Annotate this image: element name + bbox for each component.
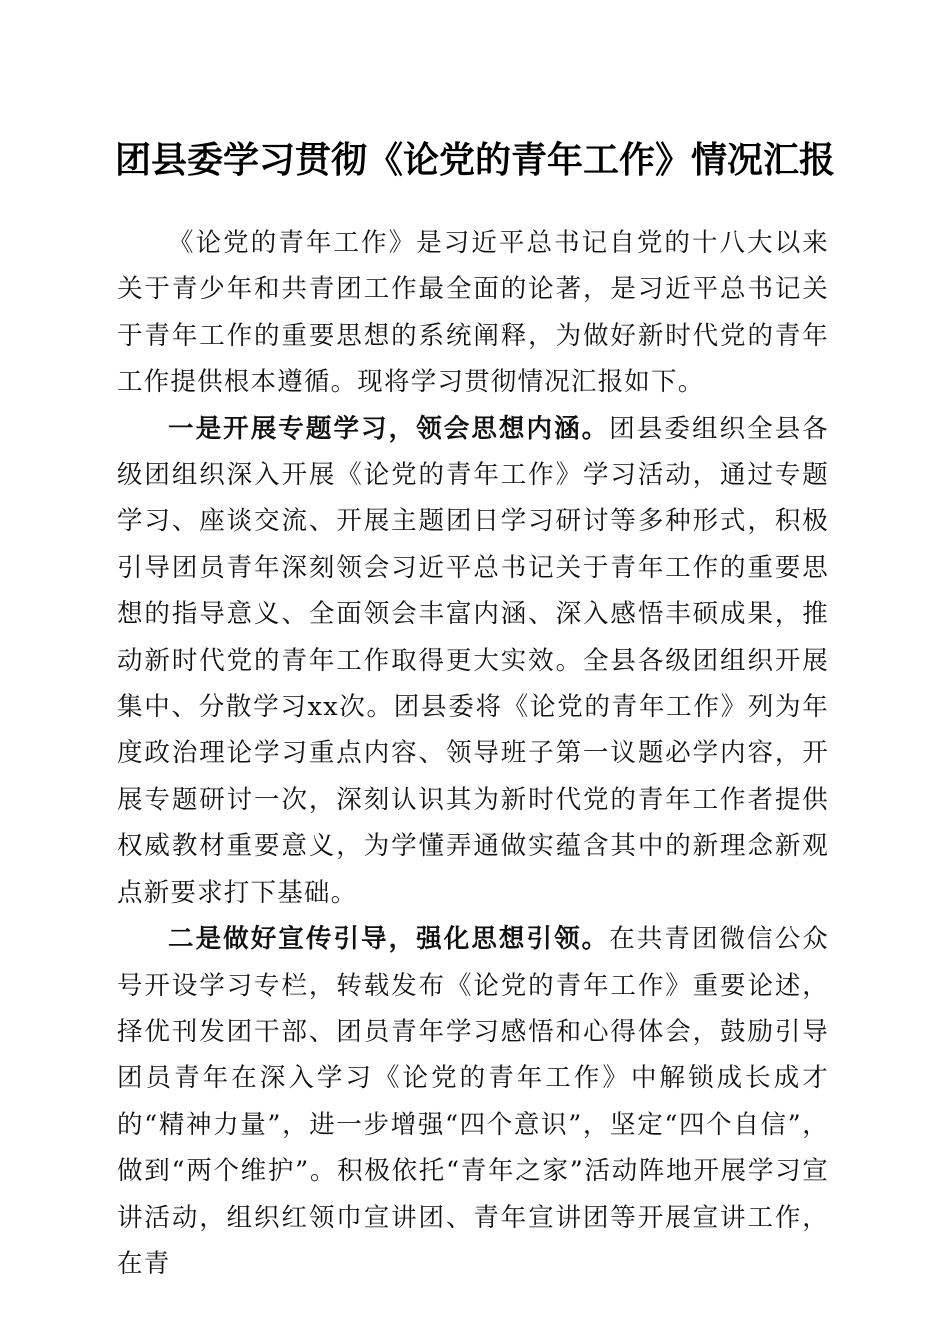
paragraph-text: 团县委组织全县各级团组织深入开展《论党的青年工作》学习活动，通过专题学习、座谈交流、开展主题团日学习研讨等多种形式，积极引导团员青年深刻领会习近平总书记关于青年工作的重要思想的指导意义、全面领会丰富内涵、深入感悟丰硕成果，推动新时代党的青年工作取得更大实效。全县各级团组织开展集中、分散学习xx次。团县委将《论党的青年工作》列为年度政治理论学习重点内容、领导班子第一议题必学内容，开展专题研讨一次，深刻认识其为新时代党的青年工作者提供权威教材重要意义，为学懂弄通做实蕴含其中的新理念新观点新要求打下基础。 <box>117 413 829 908</box>
document-body <box>117 220 829 1287</box>
section-one-paragraph <box>117 406 829 916</box>
document-title: 团县委学习贯彻《论党的青年工作》情况汇报 <box>114 139 835 181</box>
paragraph-lead: 一是开展专题学习，领会思想内涵。 <box>168 413 610 444</box>
paragraph-text: 《论党的青年工作》是习近平总书记自党的十八大以来关于青少年和共青团工作最全面的论著，是习近平总书记关于青年工作的重要思想的系统阐释，为做好新时代党的青年工作提供根本遵循。现将学习贯彻情况汇报如下。 <box>117 228 829 398</box>
paragraph-lead: 二是做好宣传引导，强化思想引领。 <box>168 924 610 955</box>
section-two-paragraph <box>117 916 829 1287</box>
paragraph-text: 在共青团微信公众号开设学习专栏，转载发布《论党的青年工作》重要论述，择优刊发团干部、团员青年学习感悟和心得体会，鼓励引导团员青年在深入学习《论党的青年工作》中解锁成长成才的“精神力量”，进一步增强“四个意识”，坚定“四个自信”，做到“两个维护”。积极依托“青年之家”活动阵地开展学习宣讲活动，组织红领巾宣讲团、青年宣讲团等开展宣讲工作，在青 <box>117 924 829 1279</box>
intro-paragraph <box>117 220 829 406</box>
